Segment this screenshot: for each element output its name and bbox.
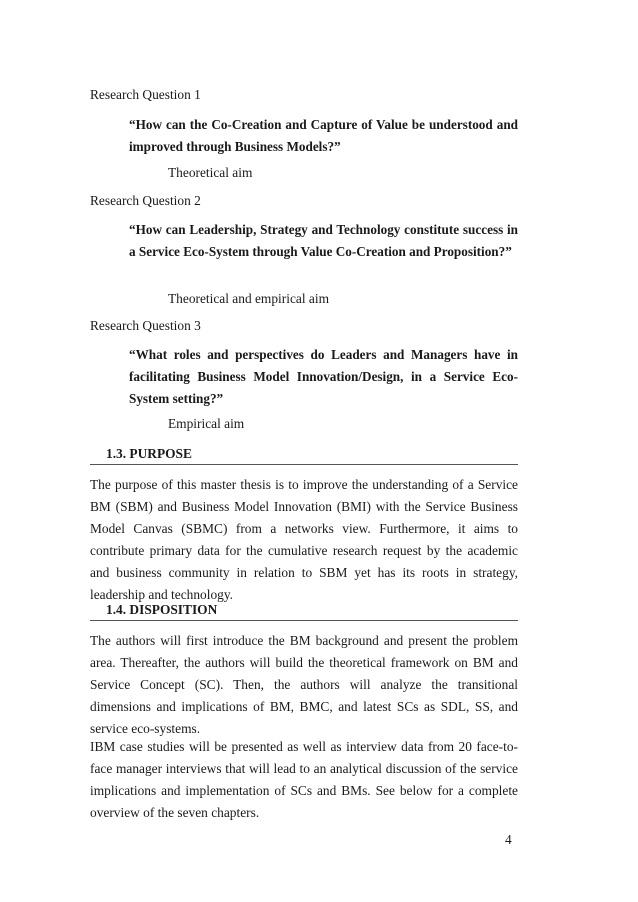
disposition-paragraph-1: The authors will first introduce the BM background and present the problem area. Thereafter, the authors will build the theoretical framework on BM and Service Concept (SC). Then, the authors will analyze the transitional dimensions and implications of BM, BMC, and latest SCs as SDL, SS, and service eco-systems.	[90, 633, 518, 736]
research-question-2-aim: Theoretical and empirical aim	[168, 291, 329, 306]
disposition-paragraph-2: IBM case studies will be presented as well as interview data from 20 face-to-face manager interviews that will lead to an analytical discussion of the service implications and implementation of SCs and BMs. See below for a complete overview of the seven chapters.	[90, 739, 518, 820]
section-heading-purpose: 1.3. PURPOSE	[90, 444, 518, 465]
research-question-2-label: Research Question 2	[90, 193, 201, 208]
research-question-1-label: Research Question 1	[90, 87, 201, 102]
purpose-paragraph: The purpose of this master thesis is to improve the understanding of a Service BM (SBM) and Business Model Innovation (BMI) with the Service Business Model Canvas (SBMC) from a networks view. Furthermore, it aims to contribute primary data for the cumulative research request by the academic and business community in relation to SBM yet has its roots in strategy, leadership and technology.	[90, 477, 518, 602]
research-question-1-text: “How can the Co-Creation and Capture of Value be understood and improved through Business Models?”	[129, 117, 518, 154]
research-question-3-text: “What roles and perspectives do Leaders and Managers have in facilitating Business Model Innovation/Design, in a Service Eco-System setting?”	[129, 347, 518, 406]
research-question-3-aim: Empirical aim	[168, 416, 245, 431]
research-question-1-aim: Theoretical aim	[168, 165, 253, 180]
research-question-3-label: Research Question 3	[90, 318, 201, 333]
section-heading-disposition: 1.4. DISPOSITION	[90, 600, 518, 621]
page-number: 4	[505, 832, 512, 847]
research-question-2-text: “How can Leadership, Strategy and Technology constitute success in a Service Eco-System through Value Co-Creation and Proposition?”	[129, 222, 518, 259]
